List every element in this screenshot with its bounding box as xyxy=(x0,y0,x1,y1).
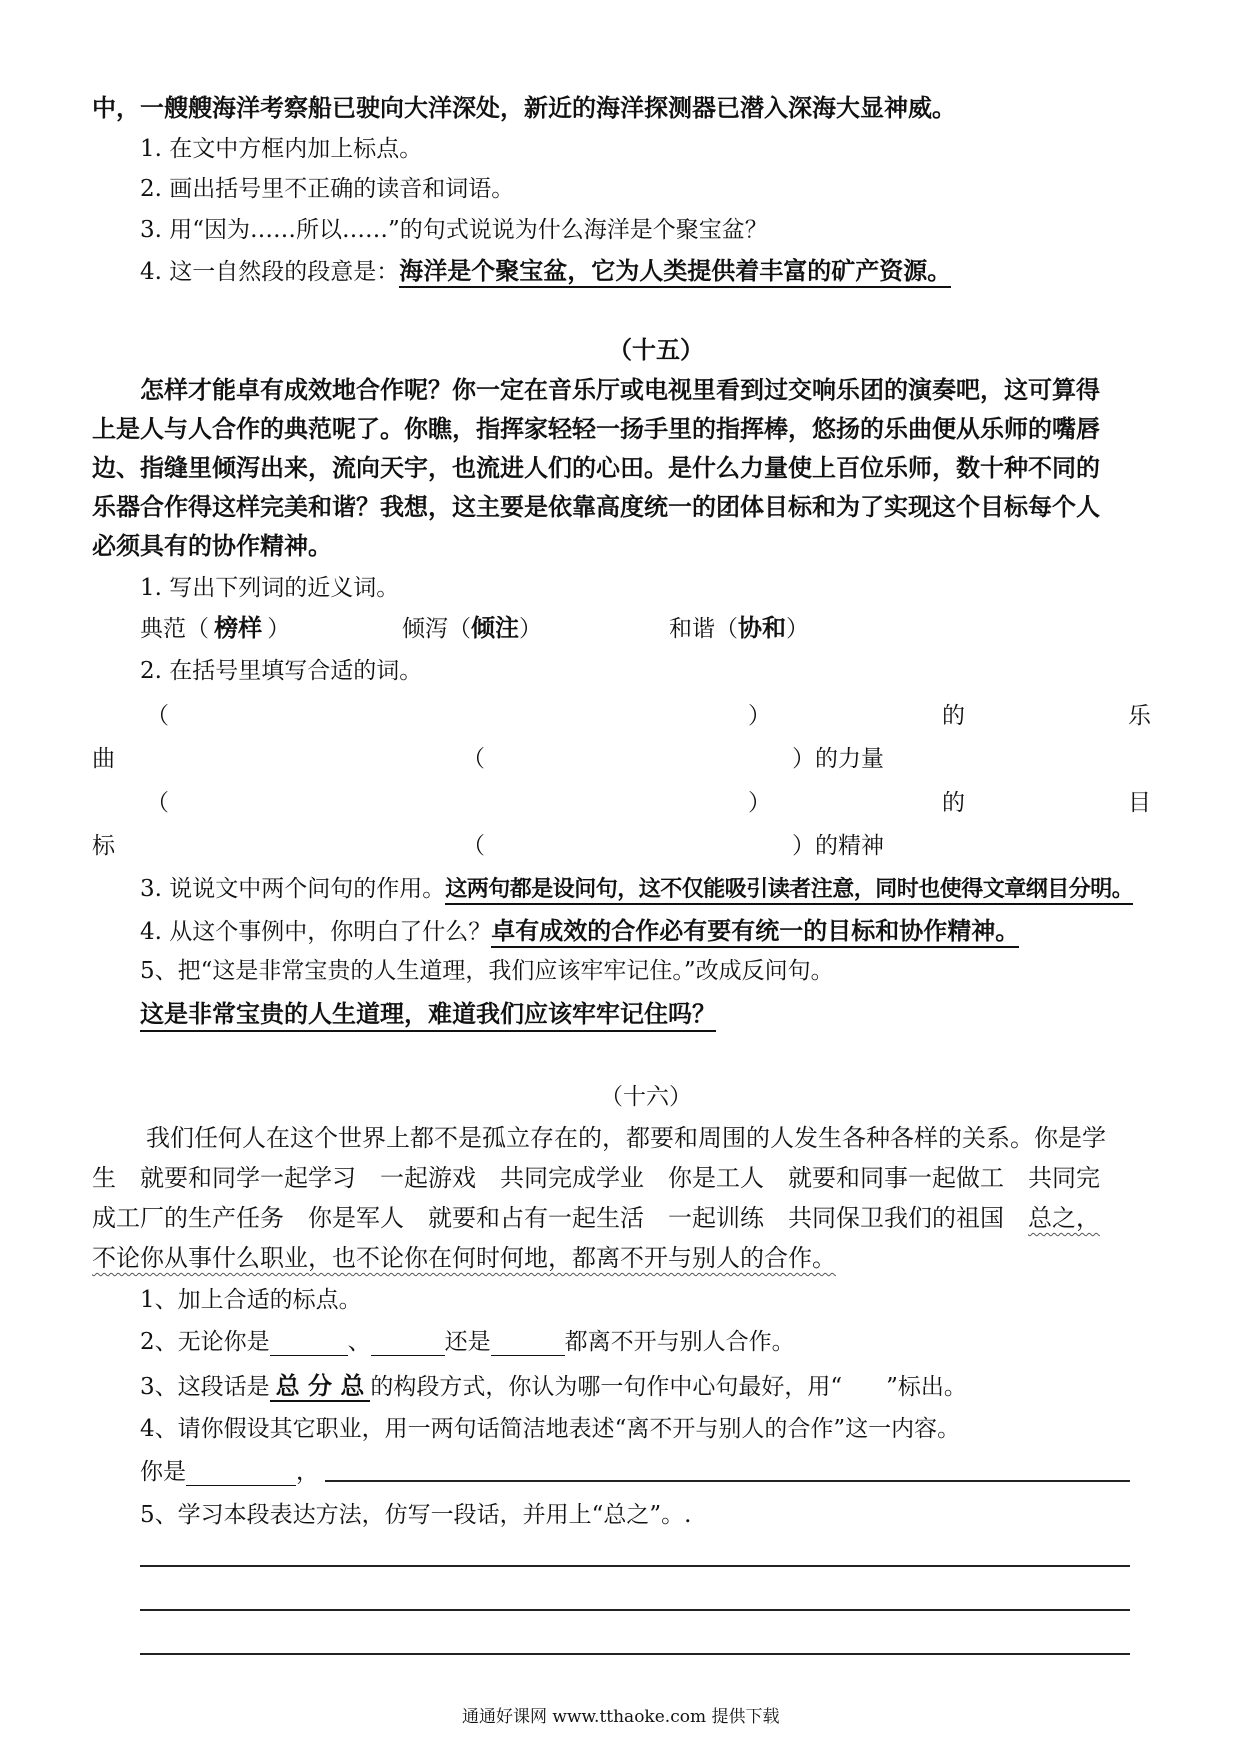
s15-question-4-prompt: 4. 从这个事例中，你明白了什么？ xyxy=(140,919,492,945)
synonym-item xyxy=(402,608,542,643)
question-3: 3. 用“因为……所以……”的句式说说为什么海洋是个聚宝盆？ xyxy=(140,217,768,243)
answer-blank[interactable] xyxy=(186,1463,296,1486)
section-16-para-text: 成工厂的生产任务 你是军人 就要和占有一起生活 一起训练 共同保卫我们的祖国 xyxy=(92,1204,1028,1232)
passage-tail-line: 中，一艘艘海洋考察船已驶向大洋深处，新近的海洋探测器已潜入深海大显神威。 xyxy=(92,94,956,122)
s16-question-3-text: 3、这段话是 xyxy=(140,1374,270,1400)
section-15-para-line: 乐器合作得这样完美和谐？我想，这主要是依靠高度统一的团体目标和为了实现这个目标每个人 xyxy=(92,493,1100,521)
synonym-close: ） xyxy=(519,616,542,642)
s15-question-2: 2. 在括号里填写合适的词。 xyxy=(140,658,423,684)
s15-question-5: 5、把“这是非常宝贵的人生道理，我们应该牢牢记住。”改成反问句。 xyxy=(140,958,834,984)
writing-line[interactable] xyxy=(140,1565,1130,1567)
s15-question-3-answer: 这两句都是设问句，这不仅能吸引读者注意，同时也使得文章纲目分明。 xyxy=(445,877,1133,905)
question-4-prompt: 4. 这一自然段的段意是： xyxy=(140,259,400,285)
question-4-answer: 海洋是个聚宝盆，它为人类提供着丰富的矿产资源。 xyxy=(399,257,951,288)
fill-close-label: ）的精神 xyxy=(792,833,884,859)
s15-question-4-answer: 卓有成效的合作必有要有统一的目标和协作精神。 xyxy=(491,917,1019,948)
fill-open-paren: （ xyxy=(462,833,485,859)
answer-line[interactable] xyxy=(325,1480,1130,1482)
section-16-para-line xyxy=(92,1198,1100,1233)
s16-question-4-lead xyxy=(140,1453,319,1486)
fill-de: 的 xyxy=(942,703,965,729)
s15-question-3-prompt: 3. 说说文中两个问句的作用。 xyxy=(140,876,446,902)
section-15-para-line: 边、指缝里倾泻出来，流向天宇，也流进人们的心田。是什么力量使上百位乐师，数十种不同的 xyxy=(92,454,1100,482)
central-sentence: 不论你从事什么职业，也不论你在何时何地，都离不开与别人的合作。 xyxy=(92,1244,836,1272)
synonym-close: ） xyxy=(786,616,809,642)
s15-question-5-answer: 这是非常宝贵的人生道理，难道我们应该牢牢记住吗？ xyxy=(140,994,716,1032)
section-16-para-line: 生 就要和同学一起学习 一起游戏 共同完成学业 你是工人 就要和同事一起做工 共同完 xyxy=(92,1164,1100,1192)
section-16-title: （十六） xyxy=(600,1084,692,1110)
s16-question-2-sep: 、 xyxy=(347,1329,371,1355)
section-16-para-line: 我们任何人在这个世界上都不是孤立存在的，都要和周围的人发生各种各样的关系。你是学 xyxy=(146,1124,1106,1152)
synonym-item xyxy=(669,608,809,643)
writing-line[interactable] xyxy=(140,1609,1130,1611)
s16-question-2-text: 还是 xyxy=(444,1329,491,1355)
fill-line-end: 目 xyxy=(1128,790,1151,816)
answer-blank[interactable] xyxy=(270,1333,348,1356)
writing-line[interactable] xyxy=(140,1653,1130,1655)
question-4 xyxy=(140,251,951,286)
s15-question-4 xyxy=(140,911,1019,946)
fill-line-start: 标 xyxy=(92,833,115,859)
page-footer: 通通好课网 www.tthaoke.com 提供下载 xyxy=(462,1707,780,1727)
synonym-answer: 协和 xyxy=(738,614,786,642)
s16-question-2-text: 都离不开与别人合作。 xyxy=(564,1329,795,1355)
fill-line-start: 曲 xyxy=(92,746,115,772)
s16-question-3-text: 的构段方式，你认为哪一句作中心句最好，用“ xyxy=(370,1374,843,1400)
s16-question-3-answer: 总 分 总 xyxy=(270,1372,371,1402)
synonym-word: 和谐（ xyxy=(669,616,738,642)
fill-open-paren: （ xyxy=(146,790,169,816)
section-15-para-line: 怎样才能卓有成效地合作呢？你一定在音乐厅或电视里看到过交响乐团的演奏吧，这可算得 xyxy=(140,376,1100,404)
fill-open-paren: （ xyxy=(462,746,485,772)
synonym-word: 倾泻（ xyxy=(402,616,471,642)
section-15-para-line: 必须具有的协作精神。 xyxy=(92,532,332,560)
s16-question-4-comma: ， xyxy=(296,1459,319,1485)
fill-open-paren: （ xyxy=(146,703,169,729)
s16-question-3 xyxy=(140,1366,967,1401)
fill-close-paren: ） xyxy=(748,790,771,816)
s16-question-4-lead-text: 你是 xyxy=(140,1459,186,1485)
synonym-item xyxy=(140,608,290,643)
central-sentence-start: 总之， xyxy=(1028,1204,1100,1232)
synonym-close: ） xyxy=(267,616,291,642)
section-15-title: （十五） xyxy=(608,336,704,364)
answer-blank[interactable] xyxy=(491,1333,565,1356)
question-2: 2. 画出括号里不正确的读音和词语。 xyxy=(140,176,515,202)
answer-blank[interactable] xyxy=(371,1333,445,1356)
fill-de: 的 xyxy=(942,790,965,816)
synonym-answer: 榜样 xyxy=(214,614,263,642)
fill-close-label: ）的力量 xyxy=(792,746,884,772)
s16-question-5: 5、学习本段表达方法，仿写一段话，并用上“总之”。. xyxy=(140,1502,692,1528)
synonym-answer: 倾注 xyxy=(471,614,519,642)
synonym-word: 典范（ xyxy=(140,616,209,642)
fill-line-end: 乐 xyxy=(1128,703,1151,729)
s15-question-3 xyxy=(140,870,1133,903)
s16-question-2 xyxy=(140,1323,795,1356)
question-1: 1. 在文中方框内加上标点。 xyxy=(140,136,423,162)
s16-question-4: 4、请你假设其它职业，用一两句话简洁地表述“离不开与别人的合作”这一内容。 xyxy=(140,1416,961,1442)
fill-close-paren: ） xyxy=(748,703,771,729)
s16-question-1: 1、加上合适的标点。 xyxy=(140,1287,362,1313)
s16-question-2-text: 2、无论你是 xyxy=(140,1329,270,1355)
s16-question-3-text: ”标出。 xyxy=(886,1374,967,1400)
section-15-para-line: 上是人与人合作的典范呢了。你瞧，指挥家轻轻一扬手里的指挥棒，悠扬的乐曲便从乐师的嘴唇 xyxy=(92,415,1100,443)
s15-question-1: 1. 写出下列词的近义词。 xyxy=(140,575,400,601)
